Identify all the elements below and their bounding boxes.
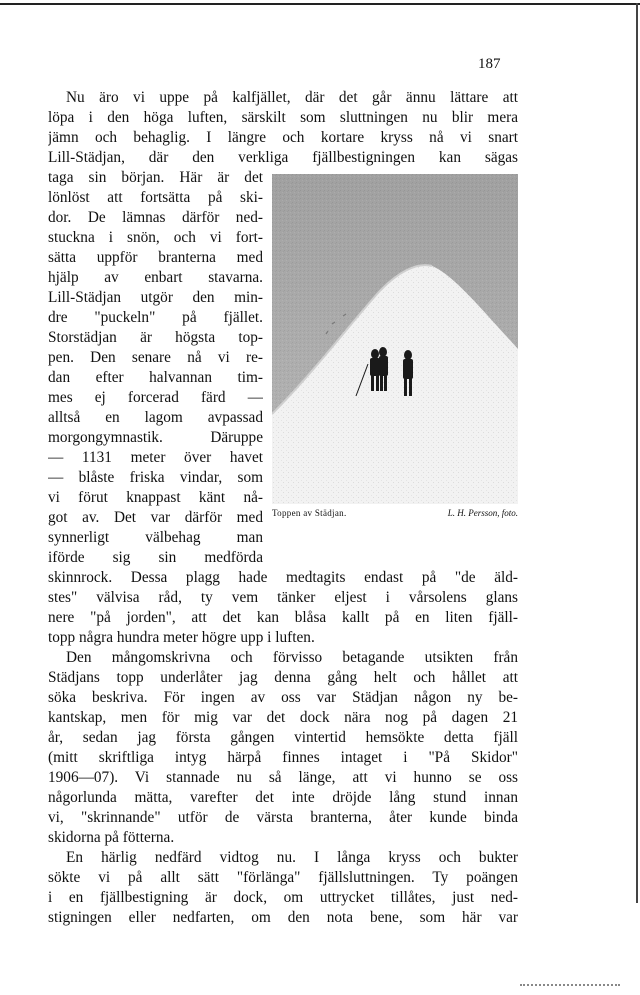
text-line: i en fjällbestigning är dock, om uttrycket tillåtes, just ned- bbox=[48, 889, 518, 906]
text-line: skidorna på fötterna. bbox=[48, 829, 175, 846]
text-line: taga sin början. Här är det bbox=[48, 169, 263, 186]
text-line: nere "på jorden", att det kan blåsa kallt på en liten fjäll- bbox=[48, 609, 518, 626]
text-line: vi, "skrinnande" utför de värsta branterna, åter kunde binda bbox=[48, 809, 518, 826]
text-line: löpa i den höga luften, särskilt som sluttningen nu blir mera bbox=[48, 109, 518, 126]
text-line: Lill-Städjan utgör den min- bbox=[48, 289, 263, 306]
text-line: jämn och behaglig. I längre och kortare kryss nå vi snart bbox=[48, 129, 518, 146]
text-line: — 1131 meter över havet bbox=[48, 449, 263, 466]
text-line: — blåste friska vindar, som bbox=[48, 469, 263, 486]
text-line: Lill-Städjan, där den verkliga fjällbestigningen kan sägas bbox=[48, 149, 518, 166]
text-line: mes ej forcerad färd — bbox=[48, 389, 263, 406]
right-edge-rule bbox=[636, 3, 638, 903]
text-line: stuckna i snön, och vi fort- bbox=[48, 229, 263, 246]
text-line: någorlunda mätta, varefter det inte dröjde lång stund innan bbox=[48, 789, 518, 806]
text-line: dre "puckeln" på fjället. bbox=[48, 309, 263, 326]
photo-caption: Toppen av Städjan. bbox=[272, 508, 347, 518]
text-line: dor. De lämnas därför ned- bbox=[48, 209, 263, 226]
text-line: (mitt skriftliga intyg härpå finnes intaget i "På Skidor" bbox=[48, 749, 518, 766]
text-line: stes" välvisa råd, ty vem tänker eljest i vårsolens glans bbox=[48, 589, 518, 606]
text-line: got av. Det var därför med bbox=[48, 509, 263, 526]
text-line: lönlöst att fortsätta på ski- bbox=[48, 189, 263, 206]
text-line: söka beskriva. För ingen av oss var Städjan någon ny be- bbox=[48, 689, 518, 706]
bottom-edge-marks bbox=[520, 984, 620, 989]
text-line: stigningen eller nedfarten, om den nota bene, som här var bbox=[48, 909, 518, 926]
text-line: år, sedan jag första gången vintertid hemsökte detta fjäll bbox=[48, 729, 518, 746]
text-line: Städjans topp underlåter jag denna gång helt och hållet att bbox=[48, 669, 518, 686]
text-line: skinnrock. Dessa plagg hade medtagits endast på "de äld- bbox=[48, 569, 518, 586]
text-line: En härlig nedfärd vidtog nu. I långa kryss och bukter bbox=[66, 849, 518, 866]
text-line: vi förut knappast känt nå- bbox=[48, 489, 263, 506]
summit-photo bbox=[272, 174, 518, 504]
text-line: Den mångomskrivna och förvisso betagande utsikten från bbox=[66, 649, 518, 666]
text-line: alltså en lagom avpassad bbox=[48, 409, 263, 426]
top-rule bbox=[0, 3, 640, 5]
text-line: kantskap, men för mig var det dock nära nog på dagen 21 bbox=[48, 709, 518, 726]
text-line: sökte vi på allt sätt "förlänga" fjällsluttningen. Ty poängen bbox=[48, 869, 518, 886]
text-line: iförde sig sin medförda bbox=[48, 549, 263, 566]
text-line: synnerligt välbehag man bbox=[48, 529, 263, 546]
text-line: sätta uppför branterna med bbox=[48, 249, 263, 266]
text-line: topp några hundra meter högre upp i luften. bbox=[48, 629, 315, 646]
text-line: Storstädjan är högsta top- bbox=[48, 329, 263, 346]
text-line: 1906—07). Vi stannade nu så länge, att vi hunno se oss bbox=[48, 769, 518, 786]
text-line: hjälp av enbart stavarna. bbox=[48, 269, 263, 286]
photo-credit: L. H. Persson, foto. bbox=[447, 508, 518, 518]
text-line: pen. Den senare nå vi re- bbox=[48, 349, 263, 366]
text-line: dan efter halvannan tim- bbox=[48, 369, 263, 386]
page-number: 187 bbox=[478, 56, 501, 72]
text-line: morgongymnastik. Däruppe bbox=[48, 429, 263, 446]
text-line: Nu äro vi uppe på kalfjället, där det går ännu lättare att bbox=[66, 89, 518, 106]
